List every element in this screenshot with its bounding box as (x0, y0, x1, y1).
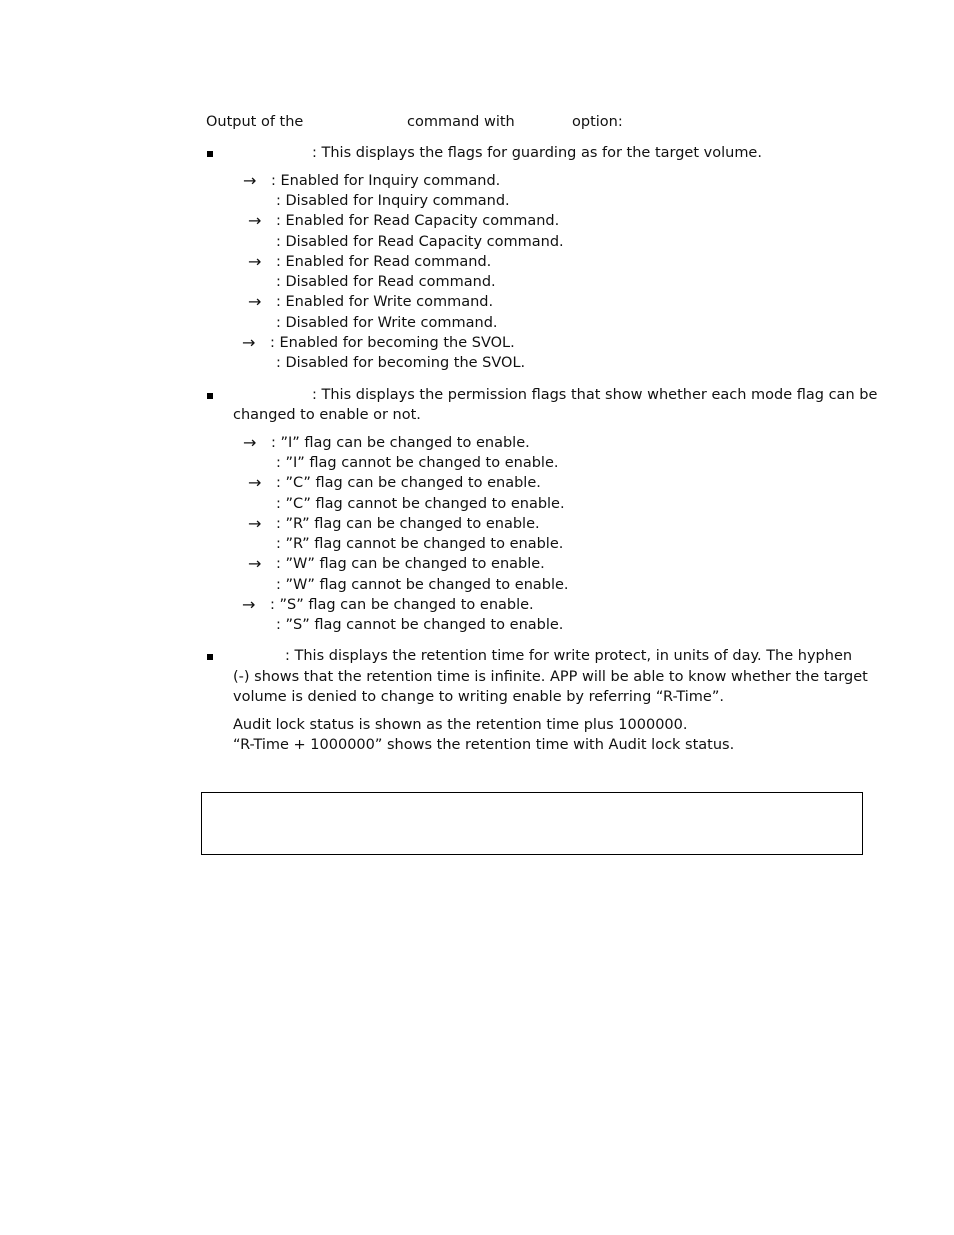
perm-line: : ”I” flag can be changed to enable. (271, 435, 530, 451)
rtime-note: Audit lock status is shown as the retention time plus 1000000. (233, 717, 688, 733)
mode-description: : This displays the flags for guarding as for the target volume. (312, 145, 762, 161)
arrow-icon: → (242, 333, 256, 352)
intro-suffix: option: (572, 114, 623, 130)
perm-line: : ”I” flag cannot be changed to enable. (276, 455, 559, 471)
arrow-icon: → (248, 252, 262, 271)
rtime-description-cont: volume is denied to change to writing enable by referring “R-Time”. (233, 689, 724, 705)
arrow-icon: → (243, 433, 257, 452)
mode-line: : Enabled for becoming the SVOL. (270, 335, 515, 351)
perm-line: : ”R” flag can be changed to enable. (276, 516, 540, 532)
arrow-icon: → (248, 292, 262, 311)
rtime-note: “R-Time + 1000000” shows the retention time with Audit lock status. (233, 737, 735, 753)
bullet-icon (207, 151, 213, 157)
perm-line: : ”R” flag cannot be changed to enable. (276, 536, 564, 552)
mode-line: : Enabled for Read command. (276, 254, 492, 270)
mode-line: : Disabled for Write command. (276, 315, 498, 331)
arrow-icon: → (248, 554, 262, 573)
arrow-icon: → (248, 473, 262, 492)
rtime-description-cont: (-) shows that the retention time is infinite. APP will be able to know whether the target (233, 669, 868, 685)
perm-line: : ”W” flag can be changed to enable. (276, 556, 545, 572)
mode-line: : Disabled for becoming the SVOL. (276, 355, 526, 371)
perm-line: : ”W” flag cannot be changed to enable. (276, 577, 569, 593)
perm-line: : ”C” flag can be changed to enable. (276, 475, 541, 491)
intro-prefix: Output of the (206, 114, 304, 130)
perm-line: : ”S” flag cannot be changed to enable. (276, 617, 564, 633)
mode-line: : Disabled for Read Capacity command. (276, 234, 564, 250)
intro-middle: command with (407, 114, 515, 130)
mode-line: : Enabled for Write command. (276, 294, 494, 310)
mode-line: : Disabled for Read command. (276, 274, 496, 290)
arrow-icon: → (248, 514, 262, 533)
perm-line: : ”C” flag cannot be changed to enable. (276, 496, 565, 512)
bullet-icon (207, 393, 213, 399)
perm-description: : This displays the permission flags that show whether each mode flag can be (312, 387, 878, 403)
arrow-icon: → (242, 595, 256, 614)
arrow-icon: → (243, 171, 257, 190)
mode-line: : Enabled for Read Capacity command. (276, 213, 560, 229)
mode-line: : Disabled for Inquiry command. (276, 193, 510, 209)
perm-line: : ”S” flag can be changed to enable. (270, 597, 534, 613)
perm-description-cont: changed to enable or not. (233, 407, 421, 423)
rtime-description: : This displays the retention time for write protect, in units of day. The hyphen (285, 648, 853, 664)
arrow-icon: → (248, 211, 262, 230)
empty-note-box (201, 792, 863, 855)
mode-line: : Enabled for Inquiry command. (271, 173, 501, 189)
bullet-icon (207, 654, 213, 660)
